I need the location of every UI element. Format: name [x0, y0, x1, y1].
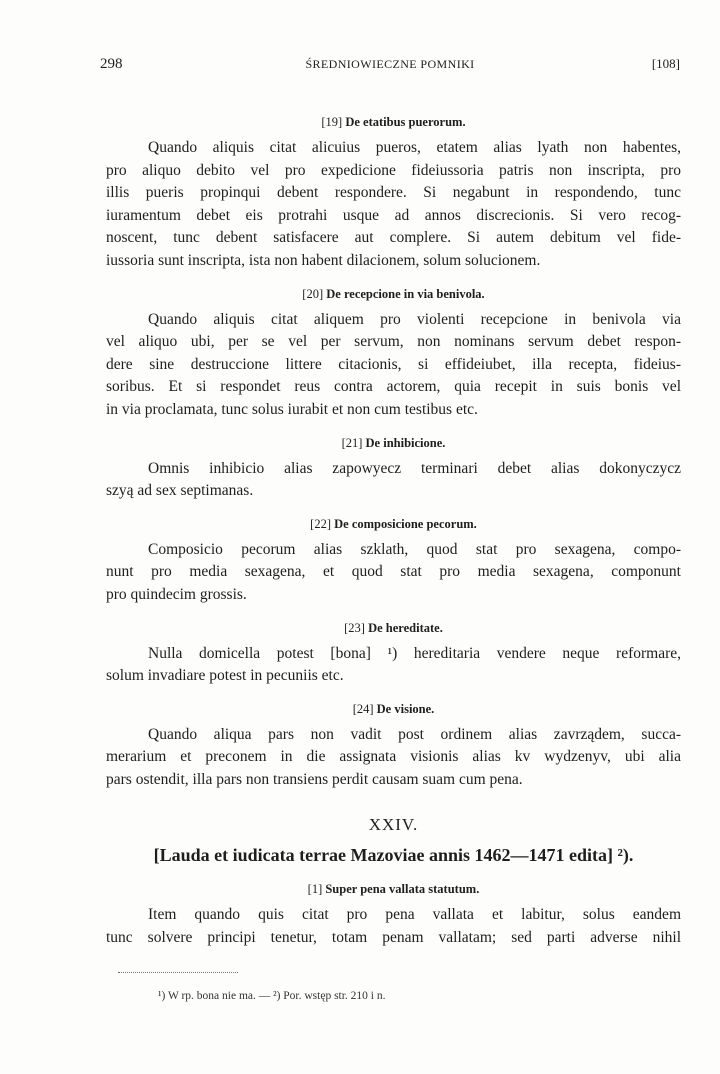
section-title: De etatibus puerorum.	[345, 115, 466, 129]
footnote: ¹) W rp. bona nie ma. — ²) Por. wstęp str. 210 i n.	[158, 990, 386, 1002]
text-line: solum invadiare potest in pecuniis etc.	[106, 667, 344, 685]
section-heading	[106, 619, 681, 637]
text-line: Composicio pecorum alias szklath, quod stat pro sexagena, compo-	[148, 540, 681, 558]
chapter-number: XXIV.	[368, 815, 419, 835]
section-title: Super pena vallata statutum.	[325, 882, 480, 897]
text-line: Item quando quis citat pro pena vallata et labitur, solus eandem	[148, 906, 681, 924]
text-line: Quando aliquis citat alicuius pueros, etatem alias lyath non habentes,	[148, 139, 681, 156]
text-line: Nulla domicella potest [bona] ¹) hereditaria vendere neque reformare,	[148, 644, 681, 662]
text-line: Quando aliquis citat aliquem pro violenti recepcione in benivola via	[148, 310, 681, 328]
section-heading	[106, 880, 681, 898]
text-line: merarium et preconem in die assignata visionis alias kv wydzenyv, ubi alia	[106, 748, 681, 766]
main-text	[106, 113, 681, 962]
running-title: ŚREDNIOWIECZNE POMNIKI	[305, 57, 475, 71]
section-number: [23]	[344, 620, 365, 635]
text-line: iussoria sunt inscripta, ista non habent dilacionem, solum solucionem.	[106, 251, 541, 269]
text-line: soribus. Et si respondet reus contra actorem, quia recepit in suis bonis vel	[106, 378, 681, 396]
text-line: vel aliquo ubi, per se vel per servum, non nominans servum debet respon-	[106, 333, 681, 351]
footnote-divider	[118, 972, 238, 973]
section-heading	[106, 285, 681, 303]
section-number: [20]	[302, 286, 324, 301]
text-line: szyą ad sex septimanas.	[106, 482, 254, 500]
chapter-title: [Lauda et iudicata terrae Mazoviae annis 1462—1471 edita] ²).	[153, 845, 634, 866]
section-paragraph	[106, 539, 681, 607]
section-heading	[106, 113, 681, 131]
text-line: pars ostendit, illa pars non transiens perdit causam suam cum pena.	[106, 770, 523, 788]
section-title: De composicione pecorum.	[334, 516, 477, 531]
text-line: dere sine destruccione littere citacionis, si effideiubet, illa recepta, fideius-	[106, 355, 681, 373]
section-paragraph	[106, 458, 681, 503]
section-heading	[106, 434, 681, 452]
text-line: noscent, tunc debent satisfacere aut complere. Si autem debitum vel fide-	[106, 229, 681, 247]
page-number: 298	[100, 56, 123, 72]
section-number: [19]	[321, 115, 343, 129]
text-line: iuramentum debet eis protrahi usque ad annos discrecionis. Si vero recog-	[106, 206, 681, 224]
text-line: illis pueris propinqui debent respondere. Si negabunt in respondendo, tunc	[106, 184, 681, 202]
section-title: De recepcione in via benivola.	[326, 286, 485, 301]
section-paragraph	[106, 904, 681, 949]
running-header	[100, 56, 680, 78]
text-line: Quando aliqua pars non vadit post ordinem alias zavrządem, succa-	[148, 725, 681, 743]
text-line: Omnis inhibicio alias zapowyecz terminari debet alias dokonyczycz	[148, 459, 681, 477]
text-line: nunt pro media sexagena, et quod stat pro media sexagena, componunt	[106, 563, 681, 581]
section-paragraph	[106, 137, 681, 273]
section-paragraph	[106, 309, 681, 422]
section-heading	[106, 515, 681, 533]
section-paragraph	[106, 643, 681, 688]
section-number: [22]	[310, 516, 331, 531]
section-title: De inhibicione.	[365, 435, 446, 450]
section-number: [21]	[341, 435, 363, 450]
section-number: [24]	[352, 701, 374, 716]
text-line: pro quindecim grossis.	[106, 585, 247, 603]
section-number: [1]	[307, 882, 323, 897]
section-heading	[106, 700, 681, 718]
text-line: pro aliquo debito vel pro expedicione fideiussoria patris non inscripta, pro	[106, 161, 681, 179]
section-title: De visione.	[376, 701, 435, 716]
text-line: in via proclamata, tunc solus iurabit et non cum testibus etc.	[106, 400, 478, 418]
text-line: tunc solvere principi tenetur, totam penam vallatam; sed parti adverse nihil	[106, 929, 681, 947]
section-title: De hereditate.	[368, 620, 443, 635]
section-paragraph	[106, 724, 681, 792]
section-reference: [108]	[651, 56, 680, 71]
